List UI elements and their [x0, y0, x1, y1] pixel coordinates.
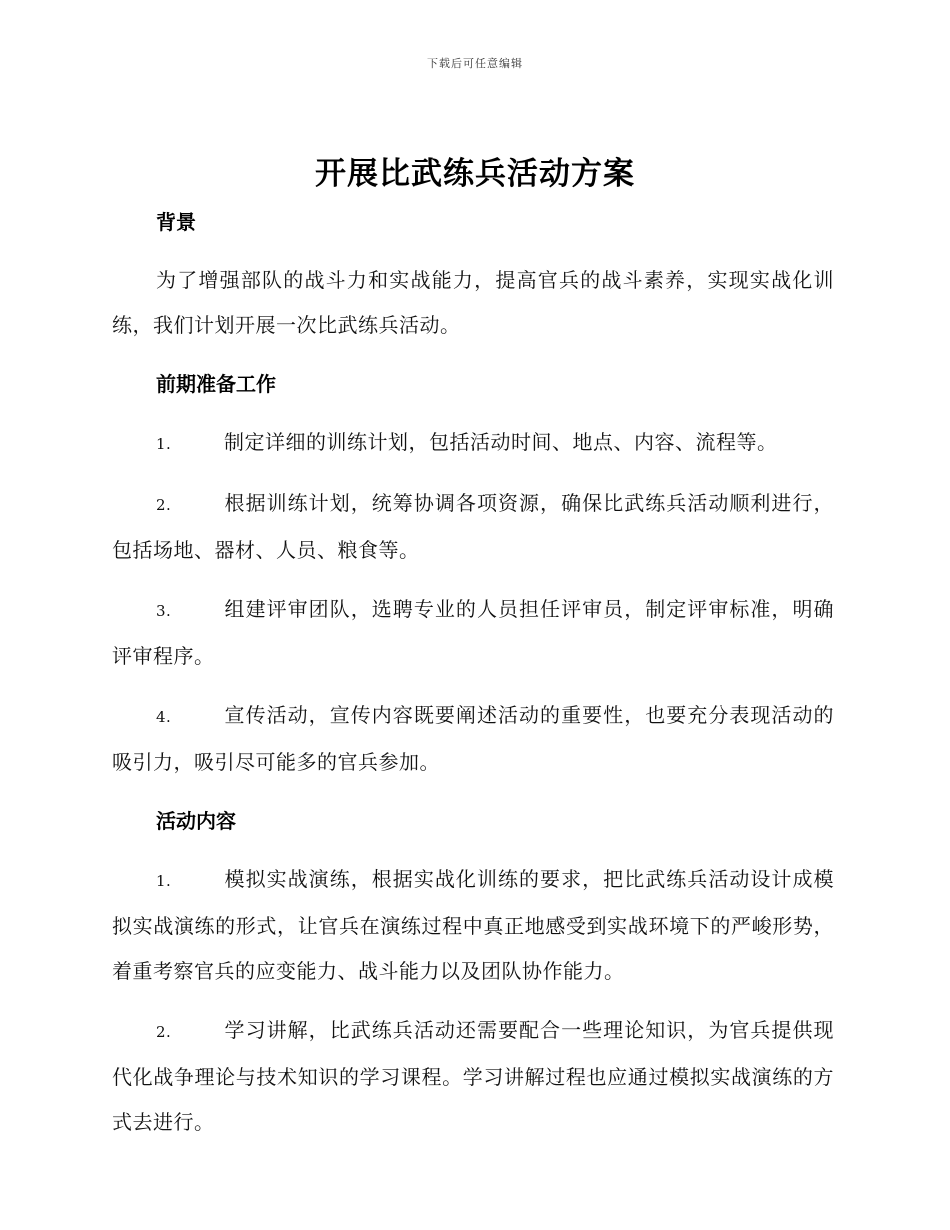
list-number: 1. — [156, 872, 172, 890]
section-heading-preparation: 前期准备工作 — [156, 372, 276, 396]
document-body — [112, 200, 834, 1145]
list-number: 2. — [156, 1023, 172, 1041]
list-item-text: 模拟实战演练，根据实战化训练的要求，把比武练兵活动设计成模拟实战演练的形式，让官兵在演练过程中真正地感受到实战环境下的严峻形势，着重考察官兵的应变能力、战斗能力以及团队协作能力。 — [112, 867, 834, 983]
list-item-text: 制定详细的训练计划，包括活动时间、地点、内容、流程等。 — [224, 430, 778, 454]
preparation-item-3 — [112, 587, 834, 679]
list-number: 1. — [156, 435, 172, 453]
preparation-item-1 — [112, 420, 834, 467]
list-item-text: 学习讲解，比武练兵活动还需要配合一些理论知识，为官兵提供现代化战争理论与技术知识的学习课程。学习讲解过程也应通过模拟实战演练的方式去进行。 — [112, 1018, 834, 1134]
list-number: 4. — [156, 708, 172, 726]
content-item-2 — [112, 1008, 834, 1145]
list-item-text: 根据训练计划，统筹协调各项资源，确保比武练兵活动顺利进行，包括场地、器材、人员、粮食等。 — [112, 491, 834, 562]
background-paragraph: 为了增强部队的战斗力和实战能力，提高官兵的战斗素养，实现实战化训练，我们计划开展一次比武练兵活动。 — [112, 268, 834, 337]
list-number: 3. — [156, 602, 172, 620]
section-heading-content: 活动内容 — [156, 809, 236, 833]
list-item-text: 宣传活动，宣传内容既要阐述活动的重要性，也要充分表现活动的吸引力，吸引尽可能多的官兵参加。 — [112, 703, 834, 774]
list-number: 2. — [156, 496, 172, 514]
preparation-item-2 — [112, 481, 834, 573]
document-title: 开展比武练兵活动方案 — [315, 156, 635, 192]
section-heading-background: 背景 — [156, 210, 196, 234]
preparation-item-4 — [112, 693, 834, 785]
list-item-text: 组建评审团队，选聘专业的人员担任评审员，制定评审标准，明确评审程序。 — [112, 597, 834, 668]
content-item-1 — [112, 857, 834, 994]
header-note: 下载后可任意编辑 — [427, 57, 523, 70]
